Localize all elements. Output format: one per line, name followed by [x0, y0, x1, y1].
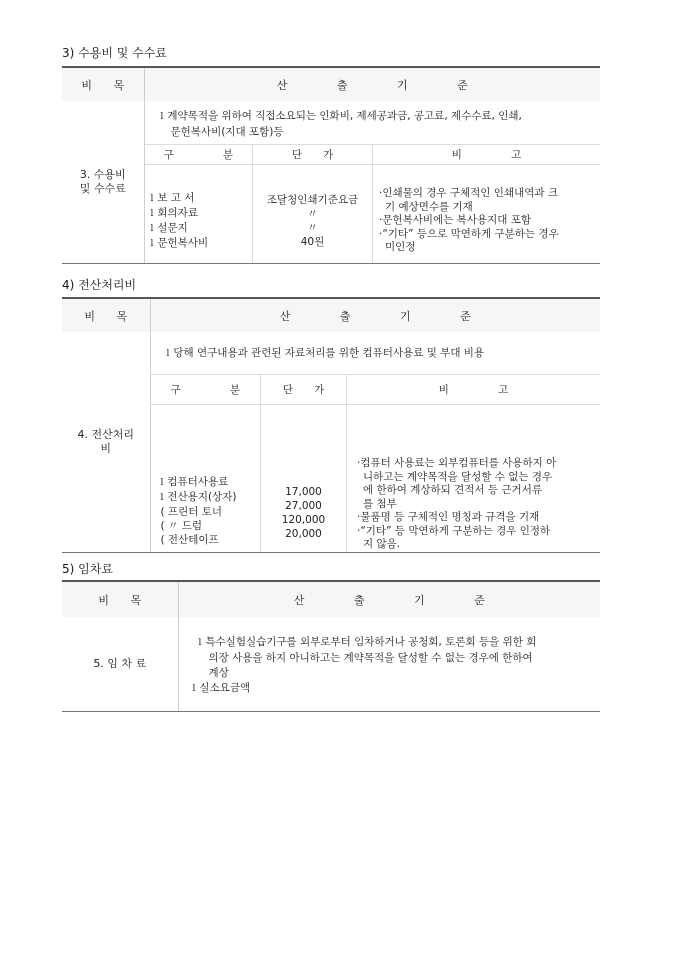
list-item: l 컴퓨터사용료: [160, 476, 229, 489]
row-label: 5. 임 차 료: [62, 617, 178, 711]
header-left: 비 목: [62, 67, 144, 101]
item-list: [161, 475, 261, 547]
row-label: 3. 수용비 및 수수료: [62, 101, 144, 263]
list-item: ( 프린터 토너: [160, 506, 222, 519]
list-item: ( 전산테이프: [160, 534, 219, 547]
list-item: l 보 고 서: [150, 191, 195, 204]
description: l 특수실험실습기구를 외부로부터 임차하거나 공청회, 토론회 등을 위한 회 의장 사용을 하지 아니하고는 계약목적을 달성할 수 없는 경우에 한하여 계상 l 실소요금액: [193, 635, 593, 697]
section-3-title: 3) 수용비 및 수수료: [62, 46, 167, 60]
list-item: l 전산용지(상자): [160, 491, 237, 504]
sub-header-category: 구 분: [163, 149, 234, 161]
extra-item: l 실소요금액: [192, 682, 251, 694]
price-list: 17,000 27,000 120,000 20,000: [281, 486, 326, 541]
header-left: 비 목: [62, 298, 150, 332]
header-right: 산 출 기 준: [178, 581, 600, 617]
description: l 당해 연구내용과 관련된 자료처리를 위한 컴퓨터사용료 및 부대 비용: [166, 347, 485, 359]
header-right: 산 출 기 준: [150, 298, 600, 332]
section-3-table: [62, 66, 600, 264]
price-list: 조달청인쇄기준요금 〃 〃 40원: [266, 193, 359, 248]
sub-header-price: 단 가: [291, 149, 334, 161]
notes: ·컴퓨터 사용료는 외부컴퓨터를 사용하지 아 니하고는 계약목적을 달성할 수 없는 경우 에 한하여 계상하되 견적서 등 근거서류 를 첨부 ·물품명 등 구체적인 명칭과 규격을 기재 ·“기타” 등 막연하게 구분하는 경우 인정하 지 않음.: [357, 457, 557, 550]
item-list: [151, 191, 253, 251]
sub-header-notes: 비 고: [451, 149, 522, 161]
notes: ·인쇄물의 경우 구체적인 인쇄내역과 크 기 예상면수를 기재 ·문헌복사비에는 복사용지대 포함 ·“기타” 등으로 막연하게 구분하는 경우 미인정: [379, 187, 559, 253]
list-item: ( 〃 드럼: [160, 520, 203, 533]
sub-header-notes: 비 고: [438, 384, 509, 396]
list-item: l 설문지: [150, 221, 188, 234]
sub-header-category: 구 분: [170, 384, 241, 396]
header-right: 산 출 기 준: [144, 67, 600, 101]
section-5-table: [62, 580, 600, 712]
row-label: 4. 전산처리 비: [62, 332, 150, 552]
description: l 계약목적을 위하여 직접소요되는 인화비, 제세공과금, 공고료, 제수수료, 인쇄, 문헌복사비(지대 포함)등: [160, 110, 522, 138]
sub-table: [145, 144, 601, 263]
header-left: 비 목: [62, 581, 178, 617]
section-4-table: [62, 297, 600, 553]
sub-table: [151, 374, 601, 552]
list-item: l 회의자료: [150, 206, 198, 219]
sub-header-price: 단 가: [282, 384, 325, 396]
list-item: l 문헌복사비: [150, 236, 209, 249]
section-5-title: 5) 임차료: [62, 562, 113, 576]
section-4-title: 4) 전산처리비: [62, 278, 137, 292]
